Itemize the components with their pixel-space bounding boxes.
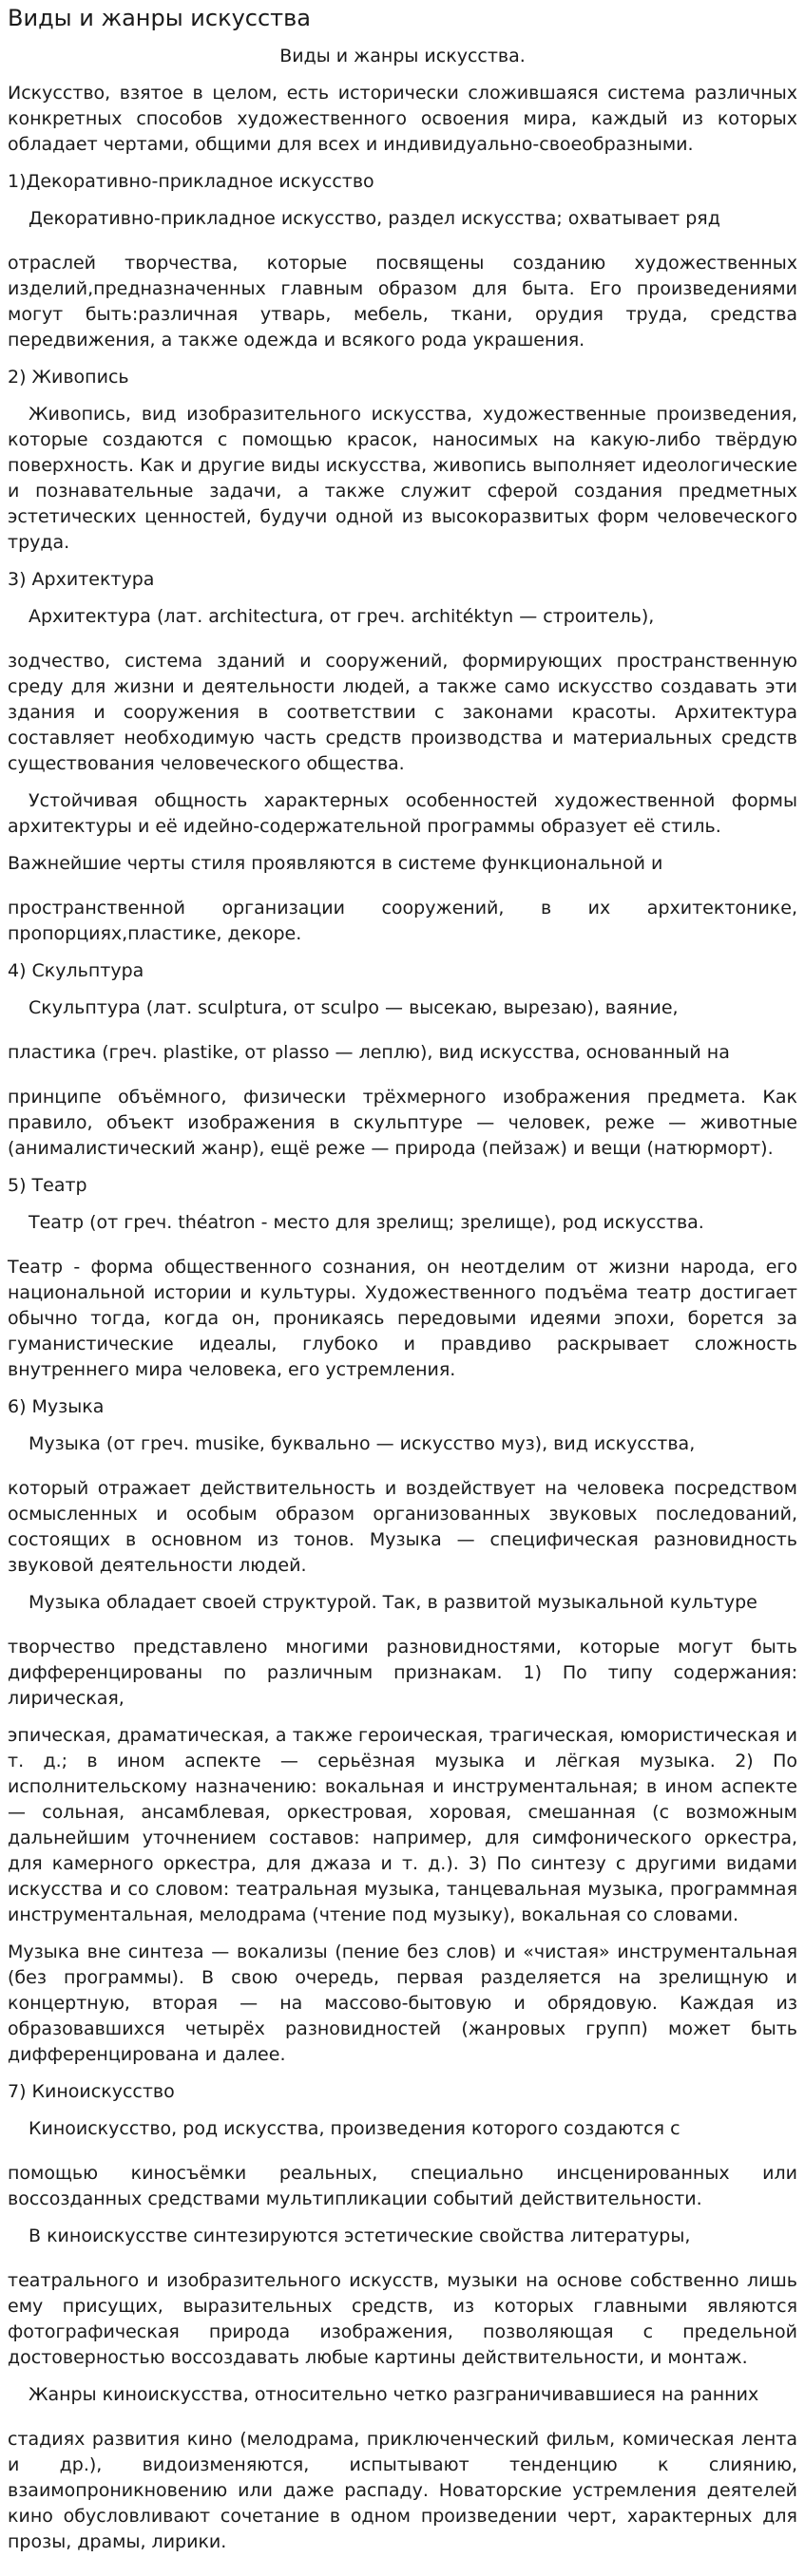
paragraph: Декоративно-прикладное искусство, раздел искусства; охватывает ряд xyxy=(29,208,720,229)
paragraph: стадиях развития кино (мелодрама, приключенческий фильм, комическая лента и др.), видоизменяются, испытывают тенденцию к слиянию, взаимопроникновению или даже распаду. Новаторские устремления деятелей кино обусловливают сочетание в одном произведении черт, характерных для прозы, драмы, лирики. xyxy=(8,2429,797,2552)
section-heading-cinema: 7) Киноискусство xyxy=(8,2081,175,2102)
paragraph: Театр (от греч. théatron - место для зрелищ; зрелище), род искусства. xyxy=(29,1212,704,1233)
page-title: Виды и жанры искусства xyxy=(8,5,312,31)
paragraph: который отражает действительность и воздействует на человека посредством осмысленных и особым образом организованных звуковых последований, состоящих в основном из тонов. Музыка — специфическая разновидность звуковой деятельности людей. xyxy=(8,1478,797,1576)
paragraph: Архитектура (лат. architectura, от греч. architéktyn — строитель), xyxy=(29,606,655,627)
paragraph: Устойчивая общность характерных особенностей художественной формы архитектуры и её идейно-содержательной программы образует её стиль. xyxy=(8,790,797,837)
paragraph: творчество представлено многими разновидностями, которые могут быть дифференцированы по различным признакам. 1) По типу содержания: лирическая, xyxy=(8,1637,797,1709)
document-title: Виды и жанры искусства. xyxy=(279,46,526,66)
paragraph: театрального и изобразительного искусств, музыки на основе собственно лишь ему присущих, выразительных средств, из которых главными являются фотографическая природа изображения, позволяющая с предельной достоверностью воссоздавать любые картины действительности, и монтаж. xyxy=(8,2270,797,2368)
paragraph: эпическая, драматическая, а также героическая, трагическая, юмористическая и т. д.; в ином аспекте — серьёзная музыка и лёгкая музыка. 2) По исполнительскому назначению: вокальная и инструментальная; в ином аспекте — сольная, ансамблевая, оркестровая, хоровая, смешанная (с возможным дальнейшим уточнением составов: например, для симфонического оркестра, для камерного оркестра, для джаза и т. д.). 3) По синтезу с другими видами искусства и со словом: театральная музыка, танцевальная музыка, программная инструментальная, мелодрама (чтение под музыку), вокальная со словами. xyxy=(8,1725,797,1925)
paragraph: пространственной организации сооружений, в их архитектонике, пропорциях,пластике, декоре. xyxy=(8,898,797,944)
section-heading-music: 6) Музыка xyxy=(8,1396,105,1417)
section-heading-theatre: 5) Театр xyxy=(8,1175,87,1196)
paragraph: Музыка обладает своей структурой. Так, в развитой музыкальной культуре xyxy=(29,1592,757,1613)
paragraph: Музыка (от греч. musike, буквально — искусство муз), вид искусства, xyxy=(29,1433,696,1454)
intro-paragraph: Искусство, взятое в целом, есть исторически сложившаяся система различных конкретных способов художественного освоения мира, каждый из которых обладает чертами, общими для всех и индивидуально-своеобразными. xyxy=(8,83,797,155)
section-heading-decorative: 1)Декоративно-прикладное искусство xyxy=(8,171,374,192)
paragraph: В киноискусстве синтезируются эстетические свойства литературы, xyxy=(29,2226,691,2246)
paragraph: зодчество, система зданий и сооружений, формирующих пространственную среду для жизни и деятельности людей, а также само искусство создавать эти здания и сооружения в соответствии с законами красоты. Архитектура составляет необходимую часть средств производства и материальных средств существования человеческого общества. xyxy=(8,651,797,774)
section-heading-painting: 2) Живопись xyxy=(8,367,129,388)
paragraph: Скульптура (лат. sculptura, от sculpo — высекаю, вырезаю), ваяние, xyxy=(29,997,679,1018)
paragraph: Важнейшие черты стиля проявляются в системе функциональной и xyxy=(8,853,663,874)
paragraph: Киноискусство, род искусства, произведения которого создаются с xyxy=(29,2118,680,2139)
paragraph: пластика (греч. plastike, от plasso — леплю), вид искусства, основанный на xyxy=(8,1042,730,1063)
paragraph: Театр - форма общественного сознания, он неотделим от жизни народа, его национальной истории и культуры. Художественного подъёма театр достигает обычно тогда, когда он, проникаясь передовыми идеями эпохи, борется за гуманистические идеалы, глубоко и правдиво раскрывает сложность внутреннего мира человека, его устремления. xyxy=(8,1257,797,1380)
paragraph: помощью киносъёмки реальных, специально инсценированных или воссозданных средствами мультипликации событий действительности. xyxy=(8,2163,797,2209)
paragraph: отраслей творчества, которые посвящены созданию художественных изделий,предназначенных главным образом для быта. Его произведениями могут быть:различная утварь, мебель, ткани, орудия труда, средства передвижения, а также одежда и всякого рода украшения. xyxy=(8,253,797,350)
paragraph: Жанры киноискусства, относительно четко разграничивавшиеся на ранних xyxy=(29,2384,759,2405)
paragraph: Живопись, вид изобразительного искусства, художественные произведения, которые создаются с помощью красок, наносимых на какую-либо твёрдую поверхность. Как и другие виды искусства, живопись выполняет идеологические и познавательные задачи, а также служит сферой создания предметных эстетических ценностей, будучи одной из высокоразвитых форм человеческого труда. xyxy=(8,404,797,553)
document-page xyxy=(0,4,805,2576)
section-heading-architecture: 3) Архитектура xyxy=(8,569,155,590)
paragraph: принципе объёмного, физически трёхмерного изображения предмета. Как правило, объект изображения в скульптуре — человек, реже — животные (анималистический жанр), ещё реже — природа (пейзаж) и вещи (натюрморт). xyxy=(8,1087,797,1159)
section-heading-sculpture: 4) Скульптура xyxy=(8,960,144,981)
paragraph: Музыка вне синтеза — вокализы (пение без слов) и «чистая» инструментальная (без программы). В свою очередь, первая разделяется на зрелищную и концертную, вторая — на массово-бытовую и обрядовую. Каждая из образовавшихся четырёх разновидностей (жанровых групп) может быть дифференцирована и далее. xyxy=(8,1941,797,2065)
